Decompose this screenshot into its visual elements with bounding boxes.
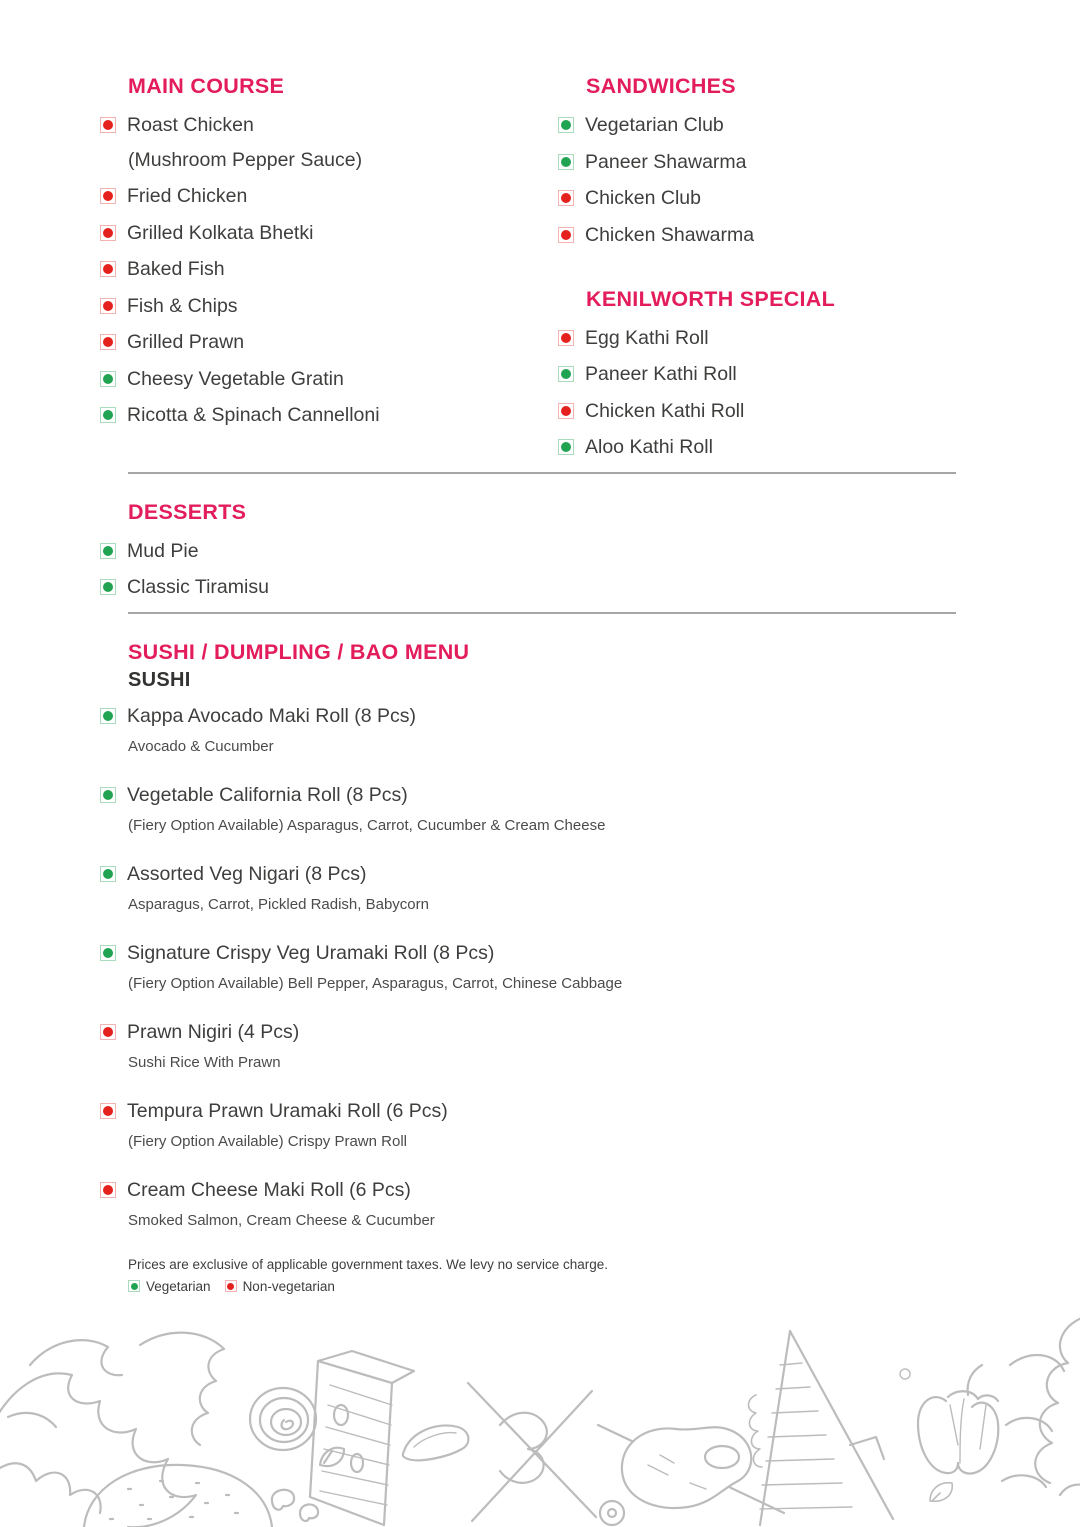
menu-item <box>558 362 958 386</box>
diet-indicator-icon <box>128 1280 140 1292</box>
menu-item-description: Sushi Rice With Prawn <box>128 1053 281 1071</box>
diet-indicator-icon <box>100 866 116 882</box>
menu-item-label: Fish & Chips <box>127 294 238 317</box>
menu-item-description: Smoked Salmon, Cream Cheese & Cucumber <box>128 1211 435 1229</box>
menu-item-label: Paneer Shawarma <box>585 150 747 173</box>
menu-item <box>558 326 958 350</box>
subsection-title-sushi: SUSHI <box>128 668 191 691</box>
menu-item <box>100 330 558 354</box>
section-title-desserts: DESSERTS <box>128 499 247 524</box>
menu-item-label: Cream Cheese Maki Roll (6 Pcs) <box>127 1178 411 1201</box>
section-title-sushi-dumpling-bao: SUSHI / DUMPLING / BAO MENU <box>128 639 470 664</box>
diet-indicator-icon <box>558 117 574 133</box>
diet-indicator-icon <box>558 439 574 455</box>
menu-item-label: Roast Chicken <box>127 114 254 136</box>
sandwiches-list <box>558 113 958 247</box>
menu-item-description: (Fiery Option Available) Asparagus, Carrot, Cucumber & Cream Cheese <box>128 816 606 834</box>
sushi-menu-item <box>100 783 958 835</box>
menu-item <box>558 186 958 210</box>
diet-indicator-icon <box>100 1024 116 1040</box>
menu-item-label: Vegetarian Club <box>585 114 724 136</box>
legend-label: Vegetarian <box>146 1278 211 1294</box>
sushi-list <box>100 704 958 1230</box>
diet-indicator-icon <box>100 1182 116 1198</box>
section-title-sandwiches: SANDWICHES <box>586 74 736 98</box>
legend-label: Non-vegetarian <box>242 1278 335 1294</box>
menu-item-label: Fried Chicken <box>127 185 248 207</box>
menu-item <box>558 223 958 247</box>
section-main-course <box>100 74 558 440</box>
menu-item <box>100 113 558 137</box>
menu-item-label: Chicken Club <box>585 187 701 209</box>
menu-item-label: Vegetable California Roll (8 Pcs) <box>127 783 408 806</box>
menu-item-label: Grilled Kolkata Bhetki <box>127 221 314 244</box>
menu-item <box>100 862 958 886</box>
menu-item-label: Tempura Prawn Uramaki Roll (6 Pcs) <box>127 1099 448 1122</box>
diet-indicator-icon <box>225 1280 237 1292</box>
legend-entry <box>225 1279 335 1294</box>
section-title-main-course: MAIN COURSE <box>128 74 285 98</box>
diet-indicator-icon <box>558 154 574 170</box>
desserts-list <box>100 539 958 600</box>
diet-indicator-icon <box>558 190 574 206</box>
menu-item <box>100 403 558 427</box>
diet-indicator-icon <box>100 579 116 595</box>
menu-item-label: Assorted Veg Nigari (8 Pcs) <box>127 862 367 885</box>
menu-page <box>100 74 958 1294</box>
section-title-kenilworth-special: KENILWORTH SPECIAL <box>586 286 836 311</box>
diet-indicator-icon <box>100 945 116 961</box>
diet-indicator-icon <box>558 227 574 243</box>
menu-item-label: Signature Crispy Veg Uramaki Roll (8 Pcs) <box>127 941 495 964</box>
menu-item-note: (Mushroom Pepper Sauce) <box>128 148 363 171</box>
diet-indicator-icon <box>100 708 116 724</box>
menu-item-description: (Fiery Option Available) Bell Pepper, Asparagus, Carrot, Chinese Cabbage <box>128 974 623 992</box>
menu-item-label: Paneer Kathi Roll <box>585 363 737 385</box>
menu-item <box>558 113 958 137</box>
diet-indicator-icon <box>100 543 116 559</box>
section-sushi-menu <box>100 640 958 1230</box>
menu-item <box>558 399 958 423</box>
menu-item <box>100 539 958 563</box>
sushi-menu-item <box>100 1178 958 1230</box>
menu-item <box>100 1099 958 1123</box>
menu-item <box>100 221 558 245</box>
main-course-list <box>100 113 558 427</box>
sushi-menu-item <box>100 941 958 993</box>
diet-indicator-icon <box>100 371 116 387</box>
section-divider <box>128 612 956 614</box>
menu-item-label: Classic Tiramisu <box>127 576 269 598</box>
diet-indicator-icon <box>100 261 116 277</box>
right-column <box>558 74 958 472</box>
legend-entry <box>128 1279 211 1294</box>
diet-indicator-icon <box>100 298 116 314</box>
diet-legend <box>100 1279 958 1294</box>
menu-item <box>100 783 958 807</box>
sushi-menu-item <box>100 704 958 756</box>
sushi-menu-item <box>100 862 958 914</box>
menu-item-label: Aloo Kathi Roll <box>585 436 713 458</box>
diet-indicator-icon <box>100 1103 116 1119</box>
menu-item-label: Grilled Prawn <box>127 331 245 353</box>
menu-item <box>558 435 958 459</box>
menu-item-label: Prawn Nigiri (4 Pcs) <box>127 1020 300 1043</box>
taxes-note: Prices are exclusive of applicable government taxes. We levy no service charge. <box>128 1256 608 1272</box>
sushi-menu-item <box>100 1020 958 1072</box>
menu-item <box>558 150 958 174</box>
menu-item-label: Mud Pie <box>127 539 199 562</box>
diet-indicator-icon <box>558 366 574 382</box>
menu-item-description: Asparagus, Carrot, Pickled Radish, Babycorn <box>128 895 429 913</box>
kenilworth-special-list <box>558 326 958 460</box>
section-desserts <box>100 500 958 600</box>
section-divider <box>128 472 956 474</box>
menu-item <box>100 704 958 728</box>
menu-item-label: Kappa Avocado Maki Roll (8 Pcs) <box>127 704 417 727</box>
section-kenilworth-special <box>558 287 958 460</box>
diet-indicator-icon <box>100 225 116 241</box>
menu-item <box>100 1178 958 1202</box>
menu-item <box>100 184 558 208</box>
diet-indicator-icon <box>100 188 116 204</box>
menu-item-label: Ricotta & Spinach Cannelloni <box>127 404 380 426</box>
diet-indicator-icon <box>100 787 116 803</box>
menu-item <box>100 575 958 599</box>
section-sandwiches <box>558 74 958 247</box>
food-line-art <box>0 1305 1080 1527</box>
menu-item-label: Chicken Kathi Roll <box>585 399 745 422</box>
sushi-menu-item <box>100 1099 958 1151</box>
menu-item-label: Egg Kathi Roll <box>585 326 709 349</box>
menu-item <box>100 1020 958 1044</box>
diet-indicator-icon <box>100 117 116 133</box>
menu-item <box>100 294 558 318</box>
menu-item-label: Chicken Shawarma <box>585 223 755 246</box>
menu-item <box>100 367 558 391</box>
menu-item <box>100 941 958 965</box>
diet-indicator-icon <box>558 403 574 419</box>
menu-item-description: Avocado & Cucumber <box>128 737 274 755</box>
diet-indicator-icon <box>100 407 116 423</box>
top-columns <box>100 74 958 472</box>
menu-item-label: Baked Fish <box>127 258 225 280</box>
menu-item-description: (Fiery Option Available) Crispy Prawn Roll <box>128 1132 407 1150</box>
diet-indicator-icon <box>558 330 574 346</box>
menu-item <box>100 257 558 281</box>
diet-indicator-icon <box>100 334 116 350</box>
menu-item-label: Cheesy Vegetable Gratin <box>127 367 344 390</box>
